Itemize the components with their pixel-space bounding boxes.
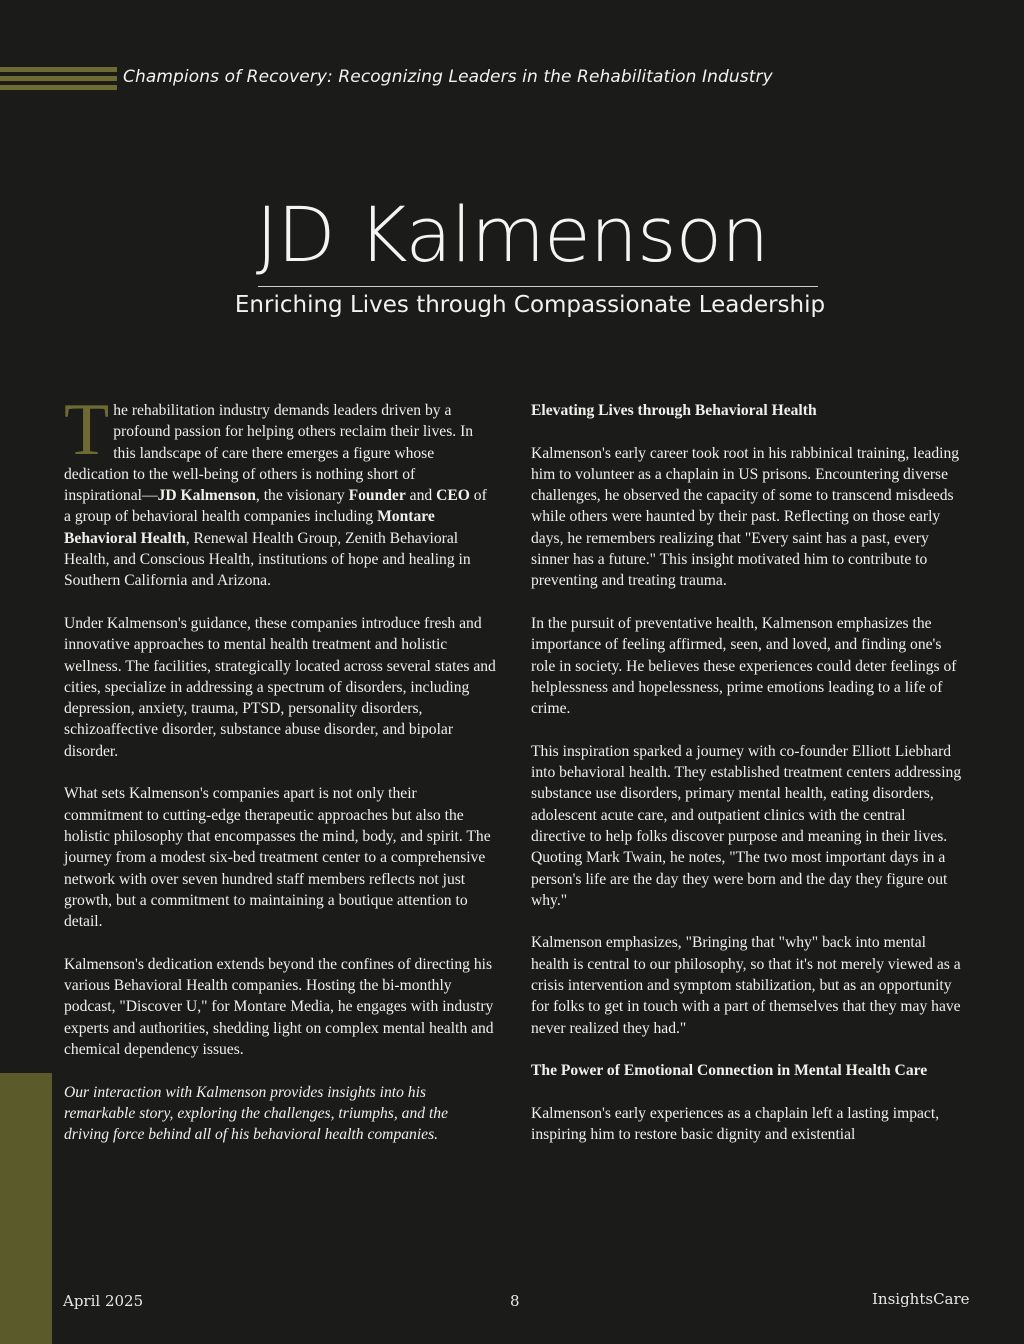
paragraph: This inspiration sparked a journey with co-founder Elliott Liebhard into behavioral health. They established treatment centers addressing substance use disorders, primary mental health, eating disorders, adolescent acute care, and outpatient clinics with the central directive to help folks discover purpose and meaning in their lives. Quoting Mark Twain, he notes, "The two most important days in a person's life are the day they were born and the day they figure out why." bbox=[531, 742, 962, 909]
name-underline bbox=[258, 286, 818, 287]
header-stripes bbox=[0, 67, 117, 94]
intro-paragraph: The rehabilitation industry demands leaders driven by a profound passion for helping others reclaim their lives. In this landscape of care there emerges a figure whose dedication to the well-being of others is nothing short of inspirational—JD Kalmenson, the visionary Founder and CEO of a group of behavioral health companies including Montare Behavioral Health, Renewal Health Group, Zenith Behavioral Health, and Conscious Health, institutions of hope and healing in Southern California and Arizona. bbox=[64, 389, 487, 590]
paragraph: Kalmenson's early experiences as a chaplain left a lasting impact, inspiring him to restore basic dignity and existential bbox=[531, 1104, 940, 1144]
running-header: Champions of Recovery: Recognizing Leaders in the Rehabilitation Industry bbox=[123, 67, 773, 87]
paragraph: What sets Kalmenson's companies apart is not only their commitment to cutting-edge therapeutic approaches but also the holistic philosophy that encompasses the mind, body, and spirit. The journey from a modest six-bed treatment center to a comprehensive network with over seven hundred staff members reflects not just growth, but a commitment to maintaining a boutique attention to detail. bbox=[64, 785, 491, 931]
paragraph: Kalmenson emphasizes, "Bringing that "why" back into mental health is central to our philosophy, so that it's not merely viewed as a crisis intervention and symptom stabilization, but as an opportunity for folks to get in touch with a part of themselves that they may have never realized they had." bbox=[531, 934, 961, 1037]
section-heading: The Power of Emotional Connection in Mental Health Care bbox=[531, 1062, 928, 1080]
left-column bbox=[64, 389, 496, 1167]
paragraph: Under Kalmenson's guidance, these companies introduce fresh and innovative approaches to mental health treatment and holistic wellness. The facilities, strategically located across several states and cities, specialize in addressing a spectrum of disorders, including depression, anxiety, trauma, PTSD, personality disorders, schizoaffective disorder, substance abuse disorder, and bipolar disorder. bbox=[64, 614, 496, 760]
italic-intro: Our interaction with Kalmenson provides insights into his remarkable story, exploring the challenges, triumphs, and the driving force behind all of his behavioral health companies. bbox=[64, 1083, 449, 1144]
article-subtitle: Enriching Lives through Compassionate Leadership bbox=[234, 292, 826, 318]
paragraph: Kalmenson's early career took root in his rabbinical training, leading him to volunteer as a chaplain in US prisons. Encountering diverse challenges, he observed the capacity of some to transcend misdeeds while others were haunted by their past. Reflecting on those early days, he remembers realizing that "Every saint has a past, every sinner has a future." This insight motivated him to contribute to preventing and treating trauma. bbox=[531, 444, 960, 590]
footer-date: April 2025 bbox=[63, 1292, 144, 1310]
drop-cap: T bbox=[64, 389, 110, 471]
paragraph: In the pursuit of preventative health, Kalmenson emphasizes the importance of feeling affirmed, seen, and loved, and finding one's role in society. He believes these experiences could deter feelings of helplessness and hopelessness, prime emotions leading to a life of crime. bbox=[531, 614, 957, 718]
page-number: 8 bbox=[510, 1292, 520, 1310]
section-heading: Elevating Lives through Behavioral Health bbox=[531, 402, 817, 419]
side-accent-bar bbox=[0, 1073, 52, 1344]
footer-brand: InsightsCare bbox=[872, 1290, 970, 1308]
right-column bbox=[531, 400, 963, 1167]
article-name: JD Kalmenson bbox=[255, 190, 769, 279]
paragraph: Kalmenson's dedication extends beyond the confines of directing his various Behavioral Health companies. Hosting the bi-monthly podcast, "Discover U," for Montare Media, he engages with industry experts and authorities, shedding light on complex mental health and chemical dependency issues. bbox=[64, 955, 494, 1058]
